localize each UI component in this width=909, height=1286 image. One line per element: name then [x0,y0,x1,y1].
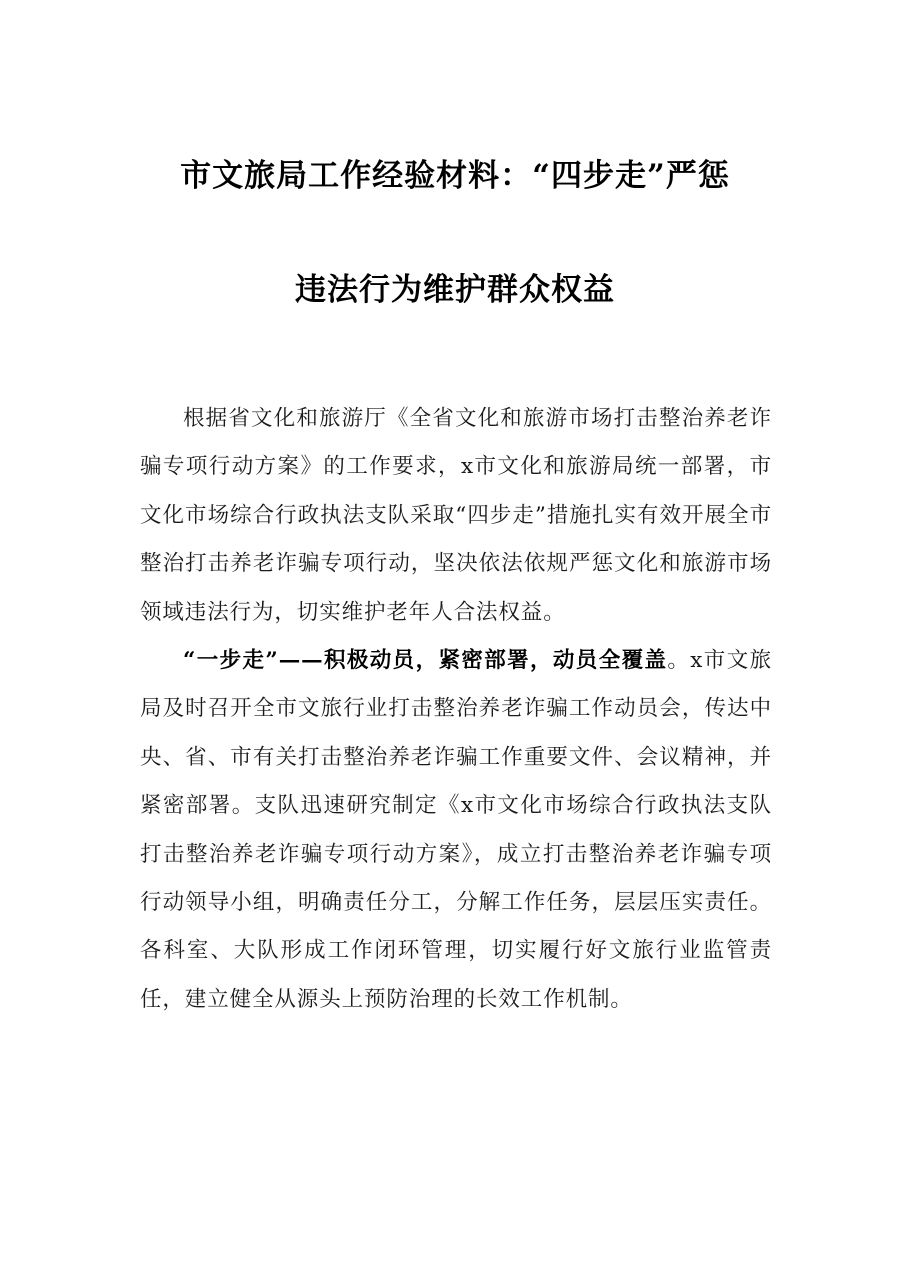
paragraph-intro [140,395,772,637]
document-title-line-2: 违法行为维护群众权益 [295,272,615,308]
paragraph-intro-text: 根据省文化和旅游厅《全省文化和旅游市场打击整治养老诈骗专项行动方案》的工作要求，x市文化和旅游局统一部署，市文化市场综合行政执法支队采取“四步走”措施扎实有效开展全市整治打击养老诈骗专项行动，坚决依法依规严惩文化和旅游市场领域违法行为，切实维护老年人合法权益。 [140,406,772,625]
paragraph-step-one-text: 。x市文旅局及时召开全市文旅行业打击整治养老诈骗工作动员会，传达中央、省、市有关打击整治养老诈骗工作重要文件、会议精神，并紧密部署。支队迅速研究制定《x市文化市场综合行政执法支队打击整治养老诈骗专项行动方案》，成立打击整治养老诈骗专项行动领导小组，明确责任分工，分解工作任务，层层压实责任。各科室、大队形成工作闭环管理，切实履行好文旅行业监管责任，建立健全从源头上预防治理的长效工作机制。 [140,648,772,1012]
paragraph-step-one-heading: “一步走”——积极动员，紧密部署，动员全覆盖 [183,648,668,674]
document-title-line-1: 市文旅局工作经验材料：“四步走”严惩 [180,158,730,194]
paragraph-step-one [140,637,772,1024]
document-body [140,395,772,1024]
